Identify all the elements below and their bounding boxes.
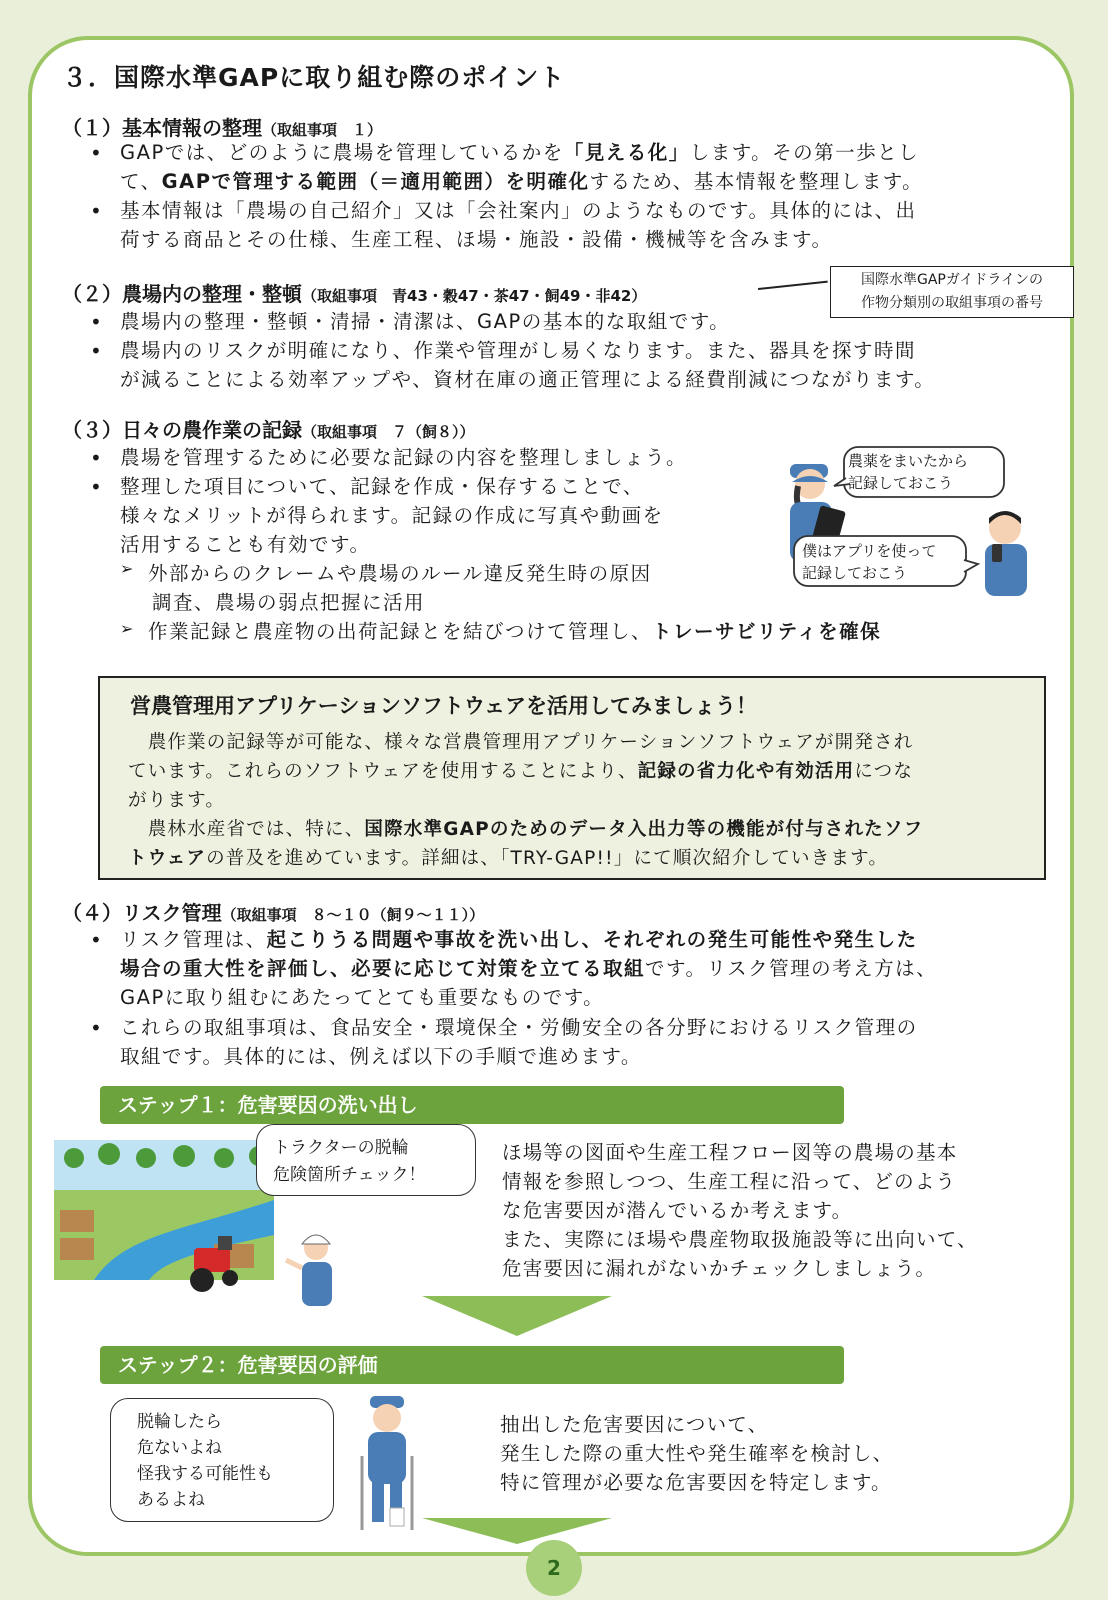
arrow-bullet-icon: ➢ <box>120 619 134 638</box>
inspector-icon <box>286 1235 332 1306</box>
section-4-heading: （４）リスク管理（取組事項 ８～１０（飼９～１１）） <box>62 901 485 925</box>
speech-bubble-1: 農薬をまいたから 記録しておこう <box>848 452 969 492</box>
s2-bullet-2: 農場内のリスクが明確になり、作業や管理がし易くなります。また、器具を探す時間 が減ることによる効率アップや、資材在庫の適正管理による経費削減につながります。 <box>120 339 936 391</box>
s3-sub-bullet-1: 外部からのクレームや農場のルール違反発生時の原因 調査、農場の弱点把握に活用 <box>148 562 652 614</box>
step-1-speech-bubble: トラクターの脱輪 危険箇所チェック！ <box>256 1124 476 1196</box>
bullet-dot: • <box>90 339 102 363</box>
s2-bullet-1: 農場内の整理・整頓・清掃・清潔は、GAPの基本的な取組です。 <box>120 310 731 333</box>
page-title: ３．国際水準GAPに取り組む際のポイント <box>62 63 566 92</box>
bullet-dot: • <box>90 475 102 499</box>
farmer-with-phone-icon <box>985 511 1027 596</box>
s3-bullet-2: 整理した項目について、記録を作成・保存することで、 様々なメリットが得られます。記録の作成に写真や動画を 活用することも有効です。 <box>120 475 664 556</box>
step-2-description: 抽出した危害要因について、 発生した際の重大性や発生確率を検討し、 特に管理が必要な危害要因を特定します。 <box>500 1413 894 1494</box>
bullet-dot: • <box>90 1016 102 1040</box>
arrow-bullet-icon: ➢ <box>120 559 134 578</box>
s3-sub-bullet-2: 作業記録と農産物の出荷記録とを結びつけて管理し、トレーサビリティを確保 <box>148 620 882 643</box>
app-software-info-box <box>98 676 1046 880</box>
step-1-bar: ステップ１：危害要因の洗い出し <box>100 1086 844 1124</box>
bullet-dot: • <box>90 310 102 334</box>
s4-bullet-1: リスク管理は、起こりうる問題や事故を洗い出し、それぞれの発生可能性や発生した 場合の重大性を評価し、必要に応じて対策を立てる取組です。リスク管理の考え方は、 GAPに取り組むにあたってとても重要なものです。 <box>120 928 938 1009</box>
step-2-bar: ステップ２：危害要因の評価 <box>100 1346 844 1384</box>
step-arrow-down-icon <box>422 1518 612 1544</box>
step-2-speech-bubble: 脱輪したら 危ないよね 怪我する可能性も あるよね <box>110 1398 334 1522</box>
s1-bullet-2: 基本情報は「農場の自己紹介」又は「会社案内」のようなものです。具体的には、出 荷する商品とその仕様、生産工程、ほ場・施設・設備・機械等を含みます。 <box>120 199 917 251</box>
guideline-note-box: 国際水準GAPガイドラインの 作物分類別の取組事項の番号 <box>830 266 1074 318</box>
bullet-dot: • <box>90 446 102 470</box>
s4-bullet-2: これらの取組事項は、食品安全・環境保全・労働安全の各分野におけるリスク管理の 取組です。具体的には、例えば以下の手順で進めます。 <box>120 1016 918 1068</box>
speech-bubble-2: 僕はアプリを使って 記録しておこう <box>802 542 937 582</box>
section-2-heading: （２）農場内の整理・整頓（取組事項 青43・穀47・茶47・飼49・非42） <box>62 282 647 306</box>
bullet-dot: • <box>90 199 102 223</box>
section-3-heading: （３）日々の農作業の記録（取組事項 ７（飼８）） <box>62 418 475 442</box>
bullet-dot: • <box>90 928 102 952</box>
injured-worker-illustration <box>352 1396 422 1536</box>
info-box-body: 農作業の記録等が可能な、様々な営農管理用アプリケーションソフトウェアが開発され ています。これらのソフトウェアを使用することにより、記録の省力化や有効活用につな がります。 農林水産省では、特に、国際水準GAPのためのデータ入出力等の機能が付与されたソフ トウェアの普及を進めています。詳細は、「TRY-GAP!!」にて順次紹介していきます。 <box>128 732 924 869</box>
section-1-heading: （１）基本情報の整理（取組事項 １） <box>62 116 383 140</box>
page-number: 2 <box>526 1540 582 1596</box>
bullet-dot: • <box>90 141 102 165</box>
s1-bullet-1: GAPでは、どのように農場を管理しているかを「見える化」します。その第一歩とし て、GAPで管理する範囲（＝適用範囲）を明確化するため、基本情報を整理します。 <box>120 141 924 193</box>
info-box-heading: 営農管理用アプリケーションソフトウェアを活用してみましょう！ <box>130 694 758 718</box>
step-arrow-down-icon <box>422 1296 612 1336</box>
s3-bullet-1: 農場を管理するために必要な記録の内容を整理しましょう。 <box>120 446 688 469</box>
step-1-description: ほ場等の図面や生産工程フロー図等の農場の基本 情報を参照しつつ、生産工程に沿って、どのよう な危害要因が潜んでいるか考えます。 また、実際にほ場や農産物取扱施設等に出向いて、 危害要因に漏れがないかチェックしましょう。 <box>502 1141 978 1280</box>
